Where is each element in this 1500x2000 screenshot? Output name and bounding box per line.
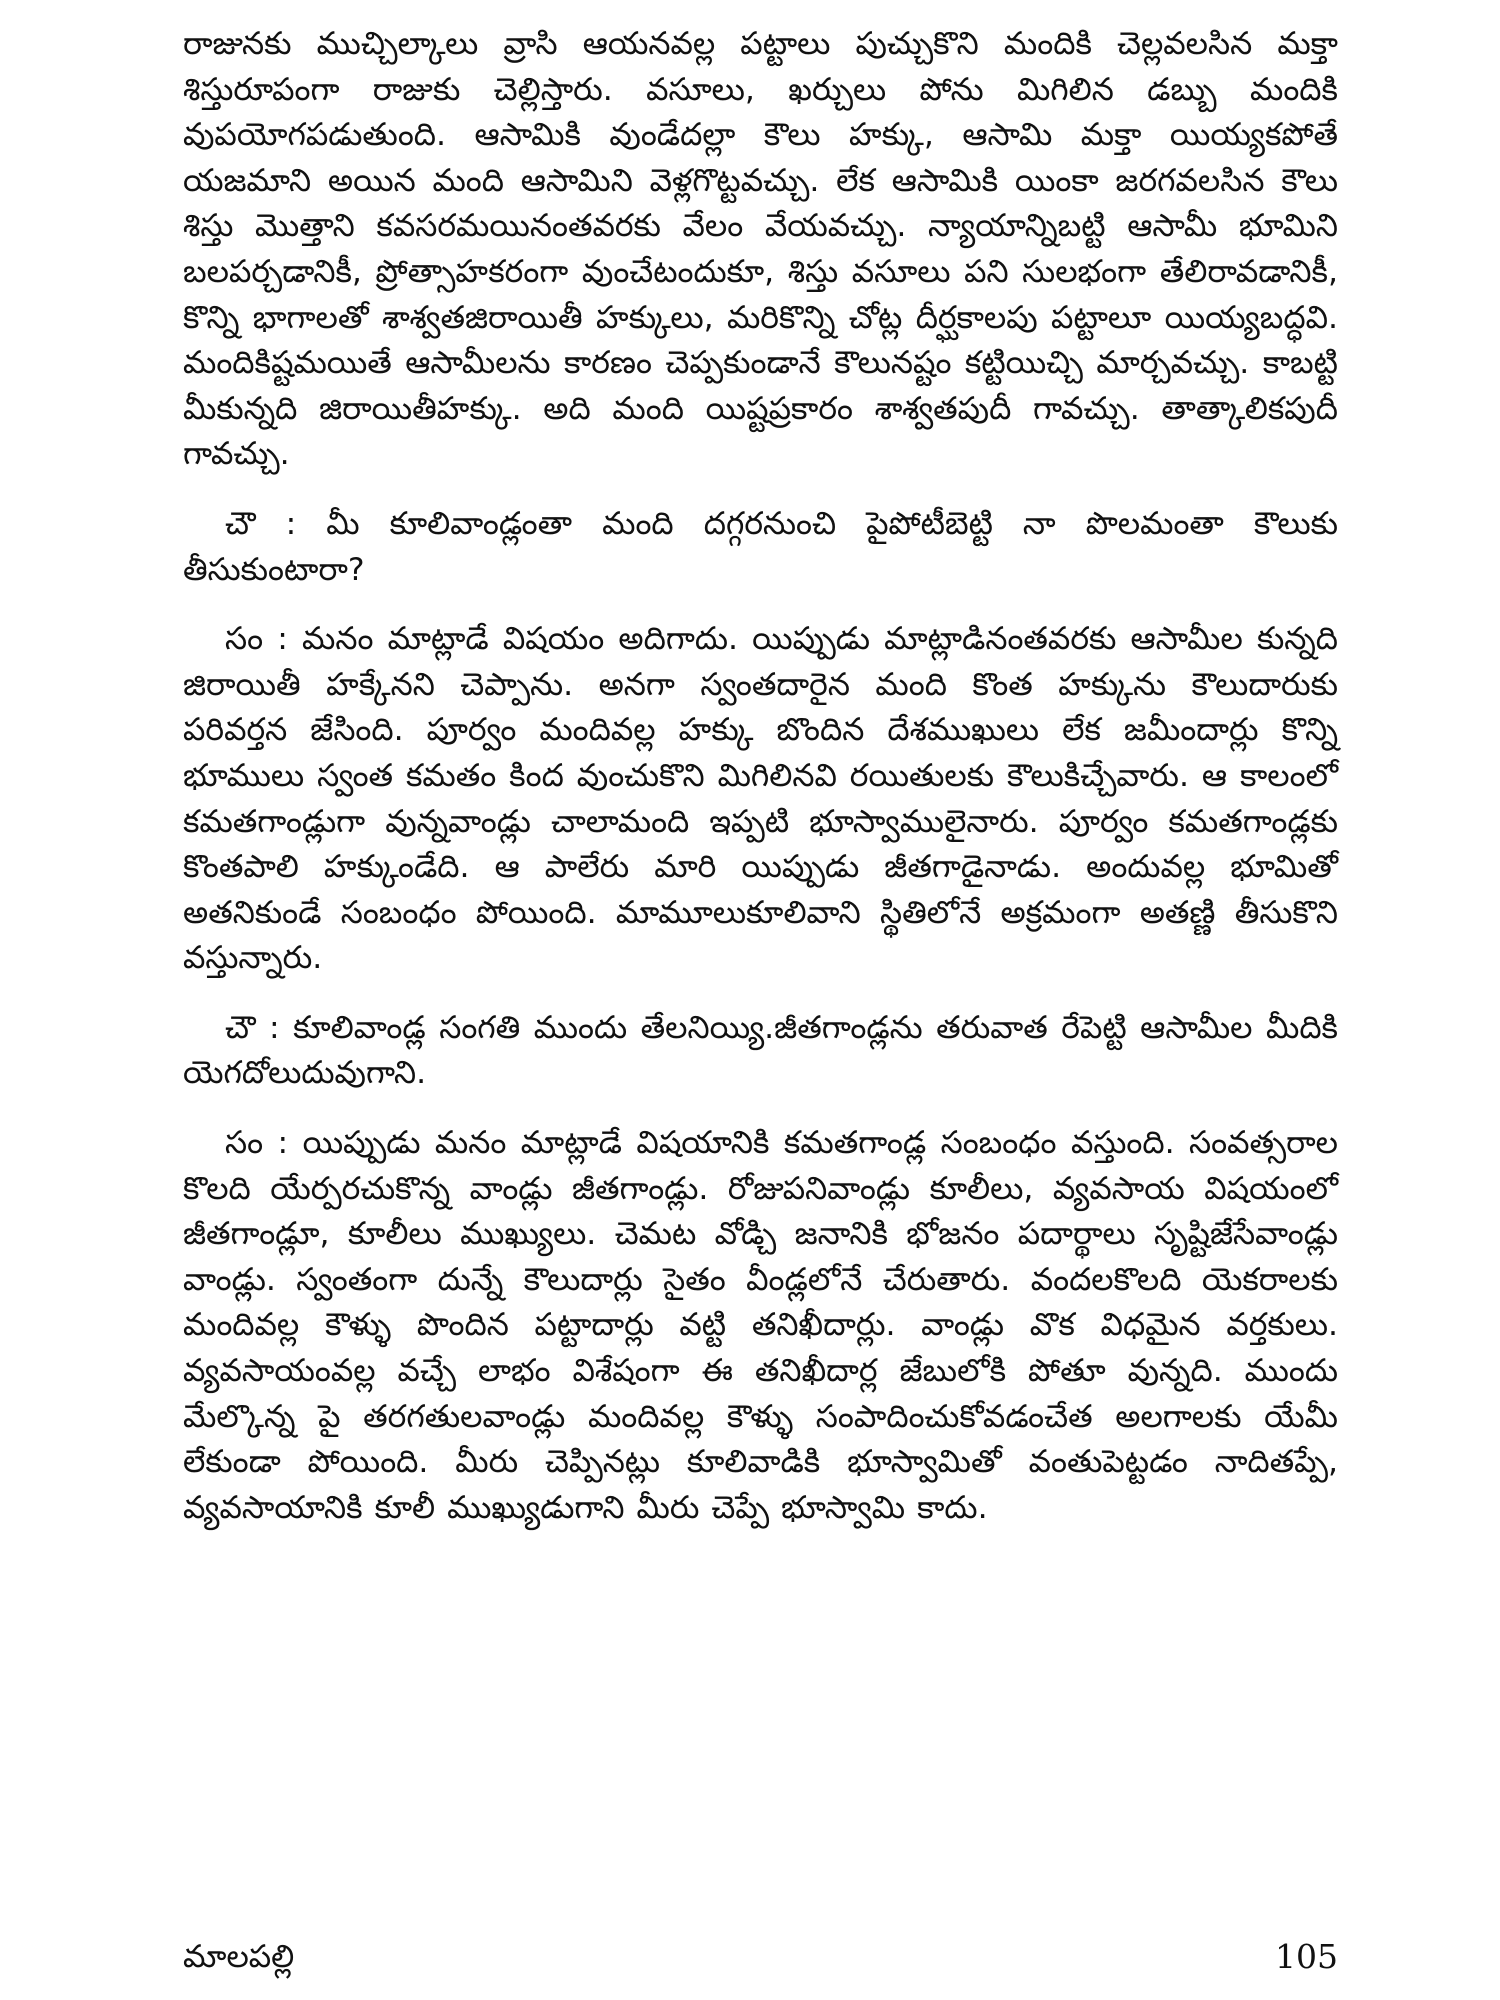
page-footer [183,1935,1338,1985]
paragraph-opening: రాజునకు ముచ్చిల్కాలు వ్రాసి ఆయనవల్ల పట్టాలు పుచ్చుకొని మందికి చెల్లవలసిన మక్తా శిస్తురూపంగా రాజుకు చెల్లిస్తారు. వసూలు, ఖర్చులు పోను మిగిలిన డబ్బు మందికి వుపయోగపడుతుంది. ఆసామికి వుండేదల్లా కౌలు హక్కు, ఆసామి మక్తా యియ్యకపోతే యజమాని అయిన మంది ఆసామిని వెళ్లగొట్టవచ్చు. లేక ఆసామికి యింకా జరగవలసిన కౌలు శిస్తు మొత్తాని కవసరమయినంతవరకు వేలం వేయవచ్చు. న్యాయాన్నిబట్టి ఆసామీ భూమిని బలపర్చడానికీ, ప్రోత్సాహకరంగా వుంచేటందుకూ, శిస్తు వసూలు పని సులభంగా తేలిరావడానికీ, కొన్ని భాగాలతో శాశ్వతజిరాయితీ హక్కులు, మరికొన్ని చోట్ల దీర్ఘకాలపు పట్టాలూ యియ్యబద్ధవి. మందికిష్టమయితే ఆసామీలను కారణం చెప్పకుండానే కౌలునష్టం కట్టియిచ్చి మార్చవచ్చు. కాబట్టి మీకున్నది జిరాయితీహక్కు. అది మంది యిష్టప్రకారం శాశ్వతపుదీ గావచ్చు. తాత్కాలికపుదీ గావచ్చు. [183,26,1338,473]
paragraph-dialogue-sam-1: సం : మనం మాట్లాడే విషయం అదిగాదు. యిప్పుడు మాట్లాడినంతవరకు ఆసామీల కున్నది జిరాయితీ హక్కేనని చెప్పాను. అనగా స్వంతదారైన మంది కొంత హక్కును కౌలుదారుకు పరివర్తన జేసింది. పూర్వం మందివల్ల హక్కు బొందిన దేశముఖులు లేక జమీందార్లు కొన్ని భూములు స్వంత కమతం కింద వుంచుకొని మిగిలినవి రయితులకు కౌలుకిచ్చేవారు. ఆ కాలంలో కమతగాండ్లుగా వున్నవాండ్లు చాలామంది ఇప్పటి భూస్వాములైనారు. పూర్వం కమతగాండ్లకు కొంతపాలి హక్కుండేది. ఆ పాలేరు మారి యిప్పుడు జీతగాడైనాడు. అందువల్ల భూమితో అతనికుండే సంబంధం పోయింది. మామూలుకూలివాని స్థితిలోనే అక్రమంగా అతణ్ణి తీసుకొని వస్తున్నారు. [183,621,1338,977]
book-title: మాలపల్లి [183,1939,295,1975]
paragraph-dialogue-chau-2: చౌ : కూలివాండ్ల సంగతి ముందు తేలనియ్యి.జీతగాండ్లను తరువాత రేపెట్టి ఆసామీల మీదికి యెగదోలుదువుగాని. [183,1009,1338,1092]
page-number: 105 [1275,1937,1338,1976]
paragraph-dialogue-chau-1: చౌ : మీ కూలివాండ్లంతా మంది దగ్గరనుంచి పైపోటీబెట్టి నా పొలమంతా కౌలుకు తీసుకుంటారా? [183,505,1338,588]
paragraph-dialogue-sam-2: సం : యిప్పుడు మనం మాట్లాడే విషయానికి కమతగాండ్ల సంబంధం వస్తుంది. సంవత్సరాల కొలది యేర్పరచుకొన్న వాండ్లు జీతగాండ్లు. రోజుపనివాండ్లు కూలీలు, వ్యవసాయ విషయంలో జీతగాండ్లూ, కూలీలు ముఖ్యులు. చెమట వోడ్చి జనానికి భోజనం పదార్థాలు సృష్టిజేసేవాండ్లు వాండ్లు. స్వంతంగా దున్నే కౌలుదార్లు సైతం వీండ్లలోనే చేరుతారు. వందలకొలది యెకరాలకు మందివల్ల కౌళ్ళు పొందిన పట్టాదార్లు వట్టి తనిఖీదార్లు. వాండ్లు వొక విధమైన వర్తకులు. వ్యవసాయంవల్ల వచ్చే లాభం విశేషంగా ఈ తనిఖీదార్ల జేబులోకి పోతూ వున్నది. ముందు మేల్కొన్న పై తరగతులవాండ్లు మందివల్ల కౌళ్ళు సంపాదించుకోవడంచేత అలగాలకు యేమీ లేకుండా పోయింది. మీరు చెప్పినట్లు కూలివాడికి భూస్వామితో వంతుపెట్టడం నాదితప్పే, వ్యవసాయానికి కూలీ ముఖ్యుడుగాని మీరు చెప్పే భూస్వామి కాదు. [183,1125,1338,1526]
page-body [183,22,1338,1982]
